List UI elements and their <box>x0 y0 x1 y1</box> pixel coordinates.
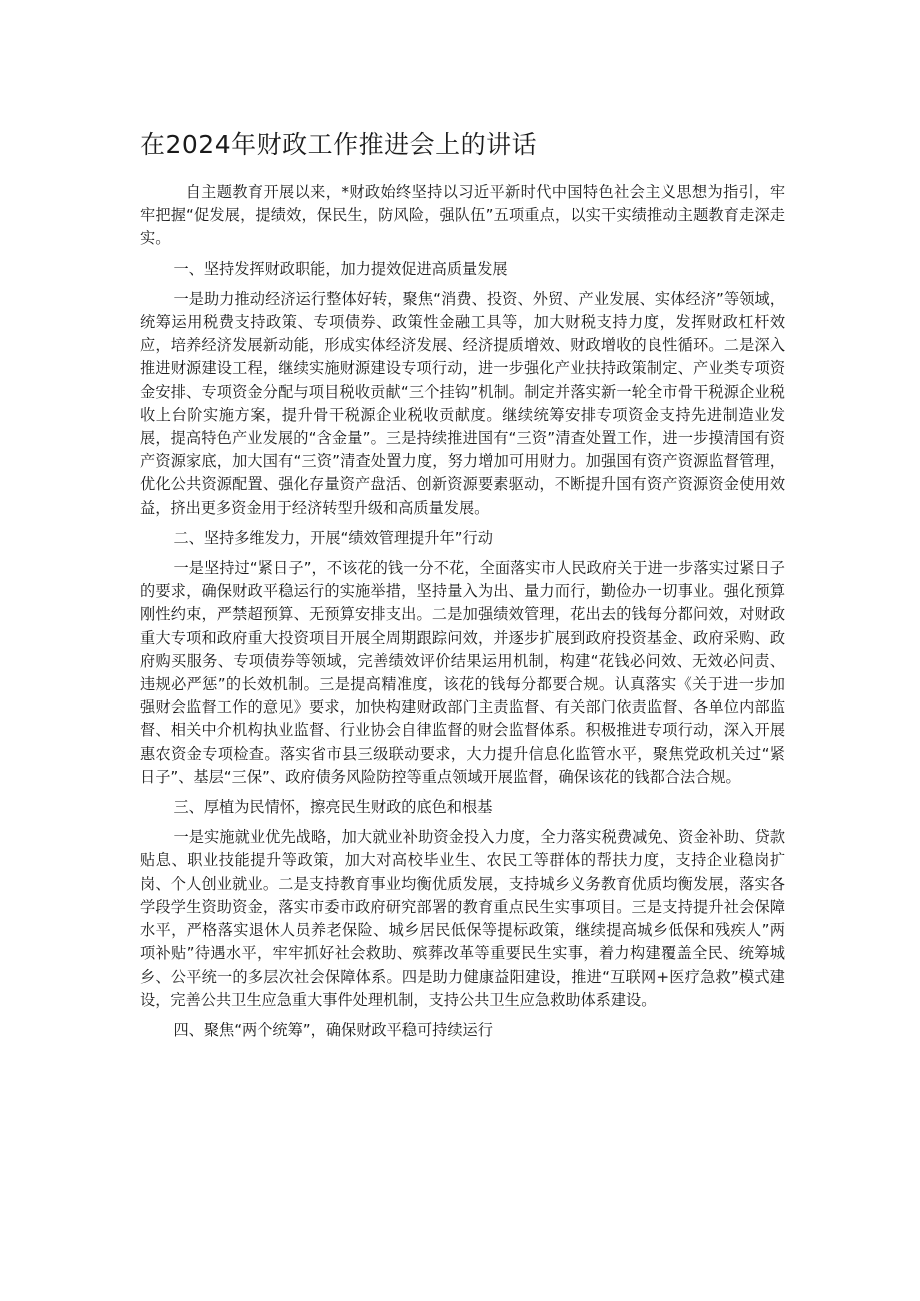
section-heading-3: 三、厚植为民情怀，擦亮民生财政的底色和根基 <box>173 798 493 817</box>
document-body <box>140 181 785 1049</box>
intro-paragraph: 自主题教育开展以来，*财政始终坚持以习近平新时代中国特色社会主义思想为指引，牢牢把握“促发展，提绩效，保民生，防风险，强队伍”五项重点，以实干实绩推动主题教育走深走实。 <box>140 183 785 248</box>
section-heading-4: 四、聚焦“两个统筹”，确保财政平稳可持续运行 <box>173 1020 493 1039</box>
section-1-paragraph: 一是助力推动经济运行整体好转，聚焦“消费、投资、外贸、产业发展、实体经济”等领域，统筹运用税费支持政策、专项债券、政策性金融工具等，加大财税支持力度，发挥财政杠杆效应，培养经济发展新动能，形成实体经济发展、经济提质增效、财政增收的良性循环。二是深入推进财源建设工程，继续实施财源建设专项行动，进一步强化产业扶持政策制定、产业类专项资金安排、专项资金分配与项目税收贡献“三个挂钩”机制。制定并落实新一轮全市骨干税源企业税收上台阶实施方案，提升骨干税源企业税收贡献度。继续统筹安排专项资金支持先进制造业发展，提高特色产业发展的“含金量”。三是持续推进国有“三资”清查处置工作，进一步摸清国有资产资源家底，加大国有“三资”清查处置力度，努力增加可用财力。加强国有资产资源监督管理，优化公共资源配置、强化存量资产盘活、创新资源要素驱动，不断提升国有资产资源资金使用效益，挤出更多资金用于经济转型升级和高质量发展。 <box>140 289 785 517</box>
document-title: 在2024年财政工作推进会上的讲话 <box>140 130 538 159</box>
section-3-paragraph: 一是实施就业优先战略，加大就业补助资金投入力度，全力落实税费减免、资金补助、贷款贴息、职业技能提升等政策，加大对高校毕业生、农民工等群体的帮扶力度，支持企业稳岗扩岗、个人创业就业。二是支持教育事业均衡优质发展，支持城乡义务教育优质均衡发展，落实各学段学生资助资金，落实市委市政府研究部署的教育重点民生实事项目。三是支持提升社会保障水平，严格落实退休人员养老保险、城乡居民低保等提标政策，继续提高城乡低保和残疾人”两项补贴”待遇水平，牢牢抓好社会救助、殡葬改革等重要民生实事，着力构建覆盖全民、统筹城乡、公平统一的多层次社会保障体系。四是助力健康益阳建设，推进“互联网+医疗急救”模式建设，完善公共卫生应急重大事件处理机制，支持公共卫生应急救助体系建设。 <box>140 828 785 1009</box>
section-2-paragraph: 一是坚持过“紧日子”，不该花的钱一分不花，全面落实市人民政府关于进一步落实过紧日子的要求，确保财政平稳运行的实施举措，坚持量入为出、量力而行，勤俭办一切事业。强化预算刚性约束，严禁超预算、无预算安排支出。二是加强绩效管理，花出去的钱每分都问效，对财政重大专项和政府重大投资项目开展全周期跟踪问效，并逐步扩展到政府投资基金、政府采购、政府购买服务、专项债券等领域，完善绩效评价结果运用机制，构建“花钱必问效、无效必问责、违规必严惩”的长效机制。三是提高精准度，该花的钱每分都要合规。认真落实《关于进一步加强财会监督工作的意见》要求，加快构建财政部门主责监督、有关部门依责监督、各单位内部监督、相关中介机构执业监督、行业协会自律监督的财会监督体系。积极推进专项行动，深入开展惠农资金专项检查。落实省市县三级联动要求，大力提升信息化监管水平，聚焦党政机关过“紧日子”、基层“三保”、政府债务风险防控等重点领域开展监督，确保该花的钱都合法合规。 <box>140 559 785 786</box>
section-heading-2: 二、坚持多维发力，开展“绩效管理提升年”行动 <box>173 528 493 547</box>
section-heading-1: 一、坚持发挥财政职能，加力提效促进高质量发展 <box>173 259 508 278</box>
